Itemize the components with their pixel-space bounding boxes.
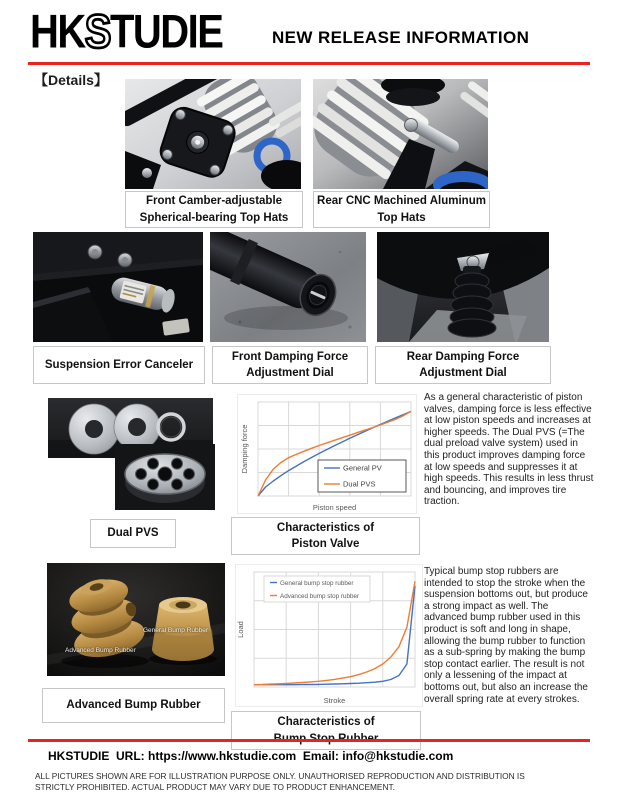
website-link[interactable]: https://www.hkstudie.com [148, 749, 297, 763]
caption-advanced-bump-rubber [42, 688, 225, 723]
front-dial-illustration [210, 232, 366, 342]
caption-dual-pvs-text: Dual PVS [107, 527, 159, 540]
caption-error-canceler-text: Suspension Error Canceler [44, 358, 194, 371]
bump-rubber-label-advanced: Advanced Bump Rubber [65, 647, 136, 654]
rear-tophat-illustration [313, 79, 488, 189]
pvs-piston-illustration [115, 444, 215, 510]
logo-hk: HK [30, 6, 85, 58]
svg-text:Load: Load [236, 621, 245, 638]
caption-advanced-bump-rubber-text: Advanced Bump Rubber [66, 699, 201, 712]
caption-piston-valve-line1: Characteristics of [276, 521, 375, 534]
front-tophat-illustration [125, 79, 301, 189]
footer-contact-label: HKSTUDIE URL: [48, 749, 148, 763]
caption-rear-tophat [313, 191, 490, 228]
svg-text:General bump stop rubber: General bump stop rubber [280, 579, 354, 587]
caption-bump-stop-chart [231, 711, 421, 750]
logo-s: S [84, 6, 110, 58]
email-link[interactable]: info@hkstudie.com [342, 749, 454, 763]
pvs-piston-photo [115, 444, 215, 510]
rear-dial-illustration [377, 232, 549, 342]
caption-piston-valve-line2: Piston Valve [291, 538, 360, 550]
caption-front-dial [212, 346, 368, 384]
caption-rear-tophat-line2: Top Hats [377, 211, 426, 224]
caption-front-tophat-line1: Front Camber-adjustable [145, 195, 283, 208]
svg-text:Piston speed: Piston speed [312, 503, 357, 512]
caption-error-canceler [33, 346, 205, 384]
caption-front-dial-line2: Adjustment Dial [246, 367, 334, 379]
bump-rubber-label-general: General Bump Rubber [143, 627, 209, 634]
page-title: NEW RELEASE INFORMATION [272, 28, 530, 47]
bump-rubber-illustration [47, 563, 225, 676]
header-divider [28, 62, 590, 65]
caption-rear-dial [375, 346, 551, 384]
svg-text:Stroke: Stroke [323, 696, 346, 705]
rear-tophat-photo [313, 79, 488, 189]
error-canceler-illustration [33, 232, 203, 342]
caption-front-tophat-line2: Spherical-bearing Top Hats [139, 211, 289, 224]
front-dial-photo [210, 232, 366, 342]
piston-valve-description: As a general characteristic of piston valves, damping force is less effective at low piston speeds and increases at higher speeds. The Dual PVS (=The dual preload valve system) used in this product improves damping force at low speeds and suppresses it at high speeds. This results in less thrust and bouncing, and improves tire traction. [424, 392, 594, 508]
footer-disclaimer: ALL PICTURES SHOWN ARE FOR ILLUSTRATION PURPOSE ONLY. UNAUTHORISED REPRODUCTION AND DISTRIBUTION IS STRICTLY PROHIBITED. ACTUAL PRODUCT MAY VARY DUE TO PRODUCT ENHANCEMENT. [35, 771, 525, 793]
svg-text:Dual PVS: Dual PVS [343, 479, 376, 489]
caption-rear-dial-line1: Rear Damping Force [406, 350, 520, 363]
brand-logo [30, 6, 222, 59]
rear-dial-photo [377, 232, 549, 342]
logo-tudie: TUDIE [109, 6, 223, 58]
svg-text:Damping force: Damping force [240, 424, 249, 474]
caption-rear-dial-line2: Adjustment Dial [419, 367, 507, 379]
front-tophat-photo [125, 79, 301, 189]
svg-text:General PV: General PV [343, 463, 382, 473]
caption-dual-pvs [90, 519, 176, 548]
caption-piston-valve-chart [231, 517, 420, 555]
caption-front-tophat [125, 191, 303, 228]
details-label: 【Details】 [34, 72, 108, 88]
caption-rear-tophat-line1: Rear CNC Machined Aluminum [317, 195, 486, 208]
bump-rubber-description: Typical bump stop rubbers are intended to stop the stroke when the suspension bottoms out, but produce a strong impact as well. The advanced bump rubber used in this product is soft and long in shape, allowing the bump rubber to function as a sub-spring by making the bump stop contact earlier. The result is not only a lessening of the impact at bottoms out, but also an increase the overall spring rate at every strokes. [424, 566, 588, 705]
caption-bump-stop-line1: Characteristics of [277, 716, 375, 729]
caption-front-dial-line1: Front Damping Force [231, 350, 349, 363]
bump-rubber-photo [47, 563, 225, 676]
footer-divider [28, 739, 590, 742]
error-canceler-photo [33, 232, 203, 342]
piston-valve-chart [237, 394, 417, 514]
svg-text:Advanced bump stop rubber: Advanced bump stop rubber [280, 592, 360, 600]
bump-stop-chart [235, 564, 423, 707]
footer-contact [48, 749, 453, 763]
footer-email-label: Email: [296, 749, 343, 763]
